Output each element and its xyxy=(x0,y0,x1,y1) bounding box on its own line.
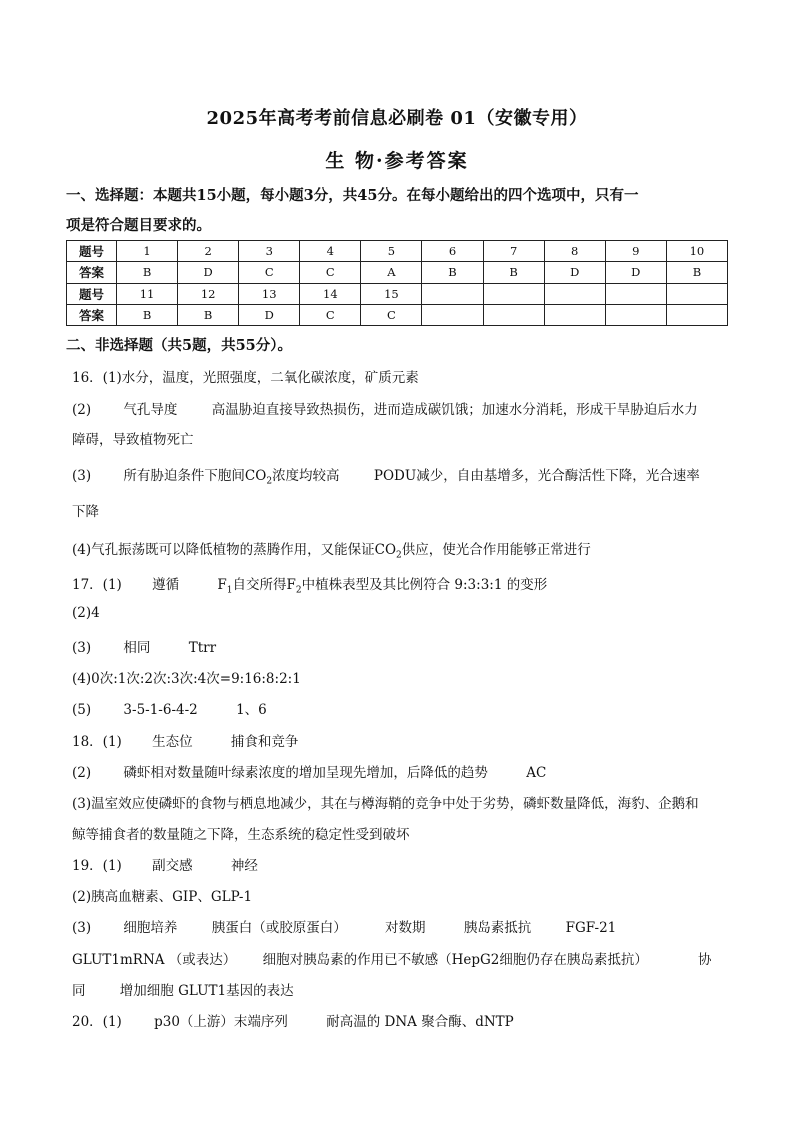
table-cell: 10 xyxy=(666,241,727,262)
q17-part5: (5) 3-5-1-6-4-2 1、6 xyxy=(72,702,267,718)
table-cell: 2 xyxy=(178,241,239,262)
q17-part2: (2)4 xyxy=(72,605,100,621)
q16-part3-cont: 下降 xyxy=(72,504,99,520)
document-subtitle: 生 物·参考答案 xyxy=(325,150,469,172)
table-cell: C xyxy=(239,262,300,283)
answer-table xyxy=(66,240,728,326)
q16-part4: (4)气孔振荡既可以降低植物的蒸腾作用，又能保证$CO_2$供应，使光合作用能够正常进行 xyxy=(72,542,591,561)
q19-part3-cont: GLUT1mRNA （或表达） 细胞对胰岛素的作用已不敏感（HepG2细胞仍存在胰岛素抵抗） 协 xyxy=(72,952,712,968)
table-header-answer: 答案 xyxy=(67,262,117,283)
table-cell xyxy=(544,283,605,304)
q16-part3: (3) 所有胁迫条件下胞间$CO_2$浓度均较高 PODU减少，自由基增多，光合酶活性下降，光合速率 xyxy=(72,468,700,487)
table-cell: 8 xyxy=(544,241,605,262)
section1-heading: 一、选择题：本题共15小题，每小题3分，共45分。在每小题给出的四个选项中，只有一 xyxy=(66,187,639,204)
table-header-question: 题号 xyxy=(67,283,117,304)
table-cell xyxy=(422,283,483,304)
section2-heading: 二、非选择题（共5题，共55分）。 xyxy=(66,337,293,354)
table-cell xyxy=(544,304,605,325)
table-cell xyxy=(666,304,727,325)
table-cell: 6 xyxy=(422,241,483,262)
table-row xyxy=(67,241,728,262)
table-cell xyxy=(483,283,544,304)
table-cell xyxy=(483,304,544,325)
table-cell: A xyxy=(361,262,422,283)
q16-part2: (2) 气孔导度 高温胁迫直接导致热损伤，进而造成碳饥饿；加速水分消耗，形成干旱胁迫后水力 xyxy=(72,402,698,418)
table-header-question: 题号 xyxy=(67,241,117,262)
q19-part3-cont2: 同 增加细胞 GLUT1基因的表达 xyxy=(72,983,294,999)
table-cell: 15 xyxy=(361,283,422,304)
table-cell: C xyxy=(361,304,422,325)
section1-heading-cont: 项是符合题目要求的。 xyxy=(66,217,211,234)
q16-part2-cont: 障碍，导致植物死亡 xyxy=(72,432,194,448)
table-cell: 13 xyxy=(239,283,300,304)
q18-part3-cont: 鲸等捕食者的数量随之下降，生态系统的稳定性受到破坏 xyxy=(72,827,410,843)
q19-part1: 19．(1) 副交感 神经 xyxy=(72,858,258,874)
table-cell: 14 xyxy=(300,283,361,304)
table-cell: D xyxy=(605,262,666,283)
q16-part1: 16．(1)水分，温度，光照强度，二氧化碳浓度，矿质元素 xyxy=(72,370,419,386)
table-cell: 5 xyxy=(361,241,422,262)
q19-part2: (2)胰高血糖素、GIP、GLP-1 xyxy=(72,889,253,905)
table-cell: B xyxy=(178,304,239,325)
document-title: 2025年高考考前信息必刷卷 01（安徽专用） xyxy=(206,108,588,129)
table-cell: B xyxy=(666,262,727,283)
table-cell xyxy=(605,304,666,325)
table-cell: C xyxy=(300,262,361,283)
table-cell: B xyxy=(117,262,178,283)
table-cell: D xyxy=(178,262,239,283)
table-header-answer: 答案 xyxy=(67,304,117,325)
table-cell: D xyxy=(239,304,300,325)
table-cell: 1 xyxy=(117,241,178,262)
q19-part3: (3) 细胞培养 胰蛋白（或胶原蛋白） 对数期 胰岛素抵抗 FGF-21 xyxy=(72,920,617,936)
table-row xyxy=(67,304,728,325)
table-row xyxy=(67,283,728,304)
q17-part1: 17．(1) 遵循 $F_1$自交所得$F_2$中植株表型及其比例符合 9:3:3:1 的变形 xyxy=(72,577,548,596)
table-cell xyxy=(666,283,727,304)
table-cell: 12 xyxy=(178,283,239,304)
table-cell xyxy=(605,283,666,304)
q20-part1: 20．(1) p30（上游）末端序列 耐高温的 DNA 聚合酶、dNTP xyxy=(72,1014,514,1030)
table-cell: 7 xyxy=(483,241,544,262)
table-cell xyxy=(422,304,483,325)
q18-part1: 18．(1) 生态位 捕食和竞争 xyxy=(72,734,299,750)
q17-part4: (4)0次:1次:2次:3次:4次=9:16:8:2:1 xyxy=(72,671,301,687)
table-cell: B xyxy=(483,262,544,283)
q18-part2: (2) 磷虾相对数量随叶绿素浓度的增加呈现先增加，后降低的趋势 AC xyxy=(72,765,547,781)
table-cell: 3 xyxy=(239,241,300,262)
q17-part3: (3) 相同 Ttrr xyxy=(72,640,217,656)
table-cell: 9 xyxy=(605,241,666,262)
table-cell: C xyxy=(300,304,361,325)
table-row xyxy=(67,262,728,283)
table-cell: D xyxy=(544,262,605,283)
q18-part3: (3)温室效应使磷虾的食物与栖息地减少，其在与樽海鞘的竞争中处于劣势，磷虾数量降低，海豹、企鹅和 xyxy=(72,796,699,812)
table-cell: B xyxy=(117,304,178,325)
table-cell: 11 xyxy=(117,283,178,304)
table-cell: B xyxy=(422,262,483,283)
table-cell: 4 xyxy=(300,241,361,262)
